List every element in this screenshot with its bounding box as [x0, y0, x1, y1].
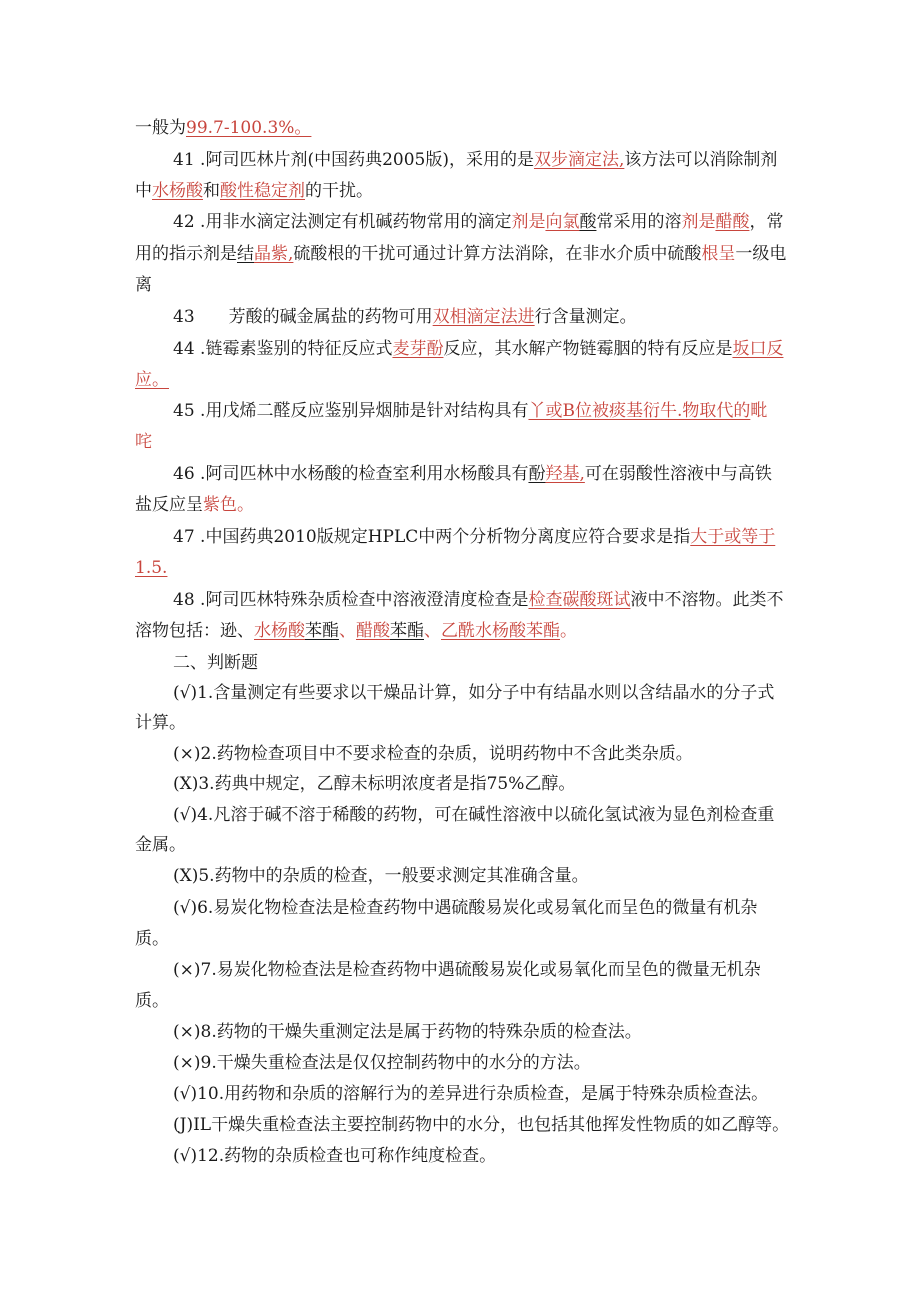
judge-item-cont: 计算。	[135, 713, 186, 733]
judge-item: (×)7.易炭化物检查法是检查药物中遇硫酸易炭化或易氧化而呈色的微量无机杂	[173, 960, 761, 980]
judge-item: (√)1.含量测定有些要求以干燥品计算，如分子中有结晶水则以含结晶水的分子式	[173, 683, 775, 703]
question-45-cont: 咤	[135, 432, 152, 452]
answer: 麦芽酚	[392, 339, 444, 359]
question-46: 46 .阿司匹林中水杨酸的检查室利用水杨酸具有酚羟基,可在弱酸性溶液中与高铁	[173, 464, 772, 484]
judge-item: (×)9.干燥失重检查法是仅仅控制药物中的水分的方法。	[173, 1053, 591, 1073]
judge-item: (√)12.药物的杂质检查也可称作纯度检查。	[173, 1146, 497, 1166]
question-42-cont2: 离	[135, 275, 152, 295]
text: 一般为	[135, 118, 186, 138]
answer: 1.5.	[135, 558, 168, 578]
answer: 紫色。	[203, 495, 254, 515]
judge-item: (X)3.药典中规定，乙醇未标明浓度者是指75%乙醇。	[173, 774, 576, 794]
answer: 乙酰水杨酸苯酯	[441, 621, 560, 641]
answer: 水杨酸	[254, 621, 305, 641]
judge-item: (√)10.用药物和杂质的溶解行为的差异进行杂质检查，是属于特殊杂质检查法。	[173, 1084, 769, 1104]
answer: 检查碳酸斑试	[528, 590, 631, 610]
answer: 晶紫,	[254, 244, 294, 264]
answer: 应。	[135, 370, 169, 390]
answer: 酸性稳定剂	[220, 181, 305, 201]
question-41-cont: 中水杨酸和酸性稳定剂的干扰。	[135, 181, 373, 201]
question-41: 41 .阿司匹林片剂(中国药典2005版)，采用的是双步滴定法,该方法可以消除制剂	[173, 150, 778, 170]
question-47: 47 .中国药典2010版规定HPLC中两个分析物分离度应符合要求是指大于或等于	[173, 527, 776, 547]
question-44-cont	[135, 369, 795, 391]
judge-item: (√)6.易炭化物检查法是检查药物中遇硫酸易炭化或易氧化而呈色的微量有机杂	[173, 898, 758, 918]
question-42-cont: 用的指示剂是结晶紫,硫酸根的干扰可通过计算方法消除，在非水介质中硫酸根呈一级电	[135, 244, 787, 264]
judge-item-cont: 质。	[135, 991, 169, 1011]
answer: 羟基,	[545, 464, 585, 484]
answer: 水杨酸	[152, 181, 203, 201]
question-48: 48 .阿司匹林特殊杂质检查中溶液澄清度检查是检查碳酸斑试液中不溶物。此类不	[173, 590, 784, 610]
answer: 双步滴定法,	[533, 150, 625, 170]
answer: 99.7-100.3%。	[186, 118, 312, 138]
question-48-cont: 溶物包括：逊、水杨酸苯酯、醋酸苯酯、乙酰水杨酸苯酯。	[135, 621, 577, 641]
section-title: 二、判断题	[173, 653, 258, 673]
question-43: 43 芳酸的碱金属盐的药物可用双相滴定法进行含量测定。	[173, 307, 637, 327]
question-45: 45 .用戊烯二醛反应鉴别异烟肺是针对结构具有丫或Β位被痰基衍牛.物取代的毗	[173, 401, 768, 421]
answer: 大于或等于	[690, 527, 776, 547]
question-44: 44 .链霉素鉴别的特征反应式麦芽酚反应，其水解产物链霉胭的特有反应是坂口反	[173, 339, 784, 359]
answer: 向氯	[545, 212, 580, 232]
judge-item: (×)8.药物的干燥失重测定法是属于药物的特殊杂质的检查法。	[173, 1022, 642, 1042]
judge-item: (×)2.药物检查项目中不要求检查的杂质，说明药物中不含此类杂质。	[173, 744, 693, 764]
answer: 醋酸	[715, 212, 750, 232]
question-47-cont	[135, 557, 795, 579]
judge-item-cont: 质。	[135, 929, 169, 949]
answer: 醋酸	[356, 621, 390, 641]
answer: 双相滴定法进	[432, 307, 535, 327]
judge-item-cont: 金属。	[135, 835, 186, 855]
judge-item: (X)5.药物中的杂质的检查，一般要求测定其准确含量。	[173, 866, 589, 886]
question-46-cont: 盐反应呈紫色。	[135, 495, 254, 515]
question-42: 42 .用非水滴定法测定有机碱药物常用的滴定剂是向氯酸常采用的溶剂是醋酸，常	[173, 212, 784, 232]
judge-item: (J)IL干燥失重检查法主要控制药物中的水分，也包括其他挥发性物质的如乙醇等。	[173, 1115, 790, 1135]
answer: 丫或Β位被痰基衍牛.物取代的	[528, 401, 751, 421]
text-line	[135, 117, 795, 139]
answer: 坂口反	[732, 339, 784, 359]
judge-item: (√)4.凡溶于碱不溶于稀酸的药物，可在碱性溶液中以硫化氢试液为显色剂检查重	[173, 805, 775, 825]
